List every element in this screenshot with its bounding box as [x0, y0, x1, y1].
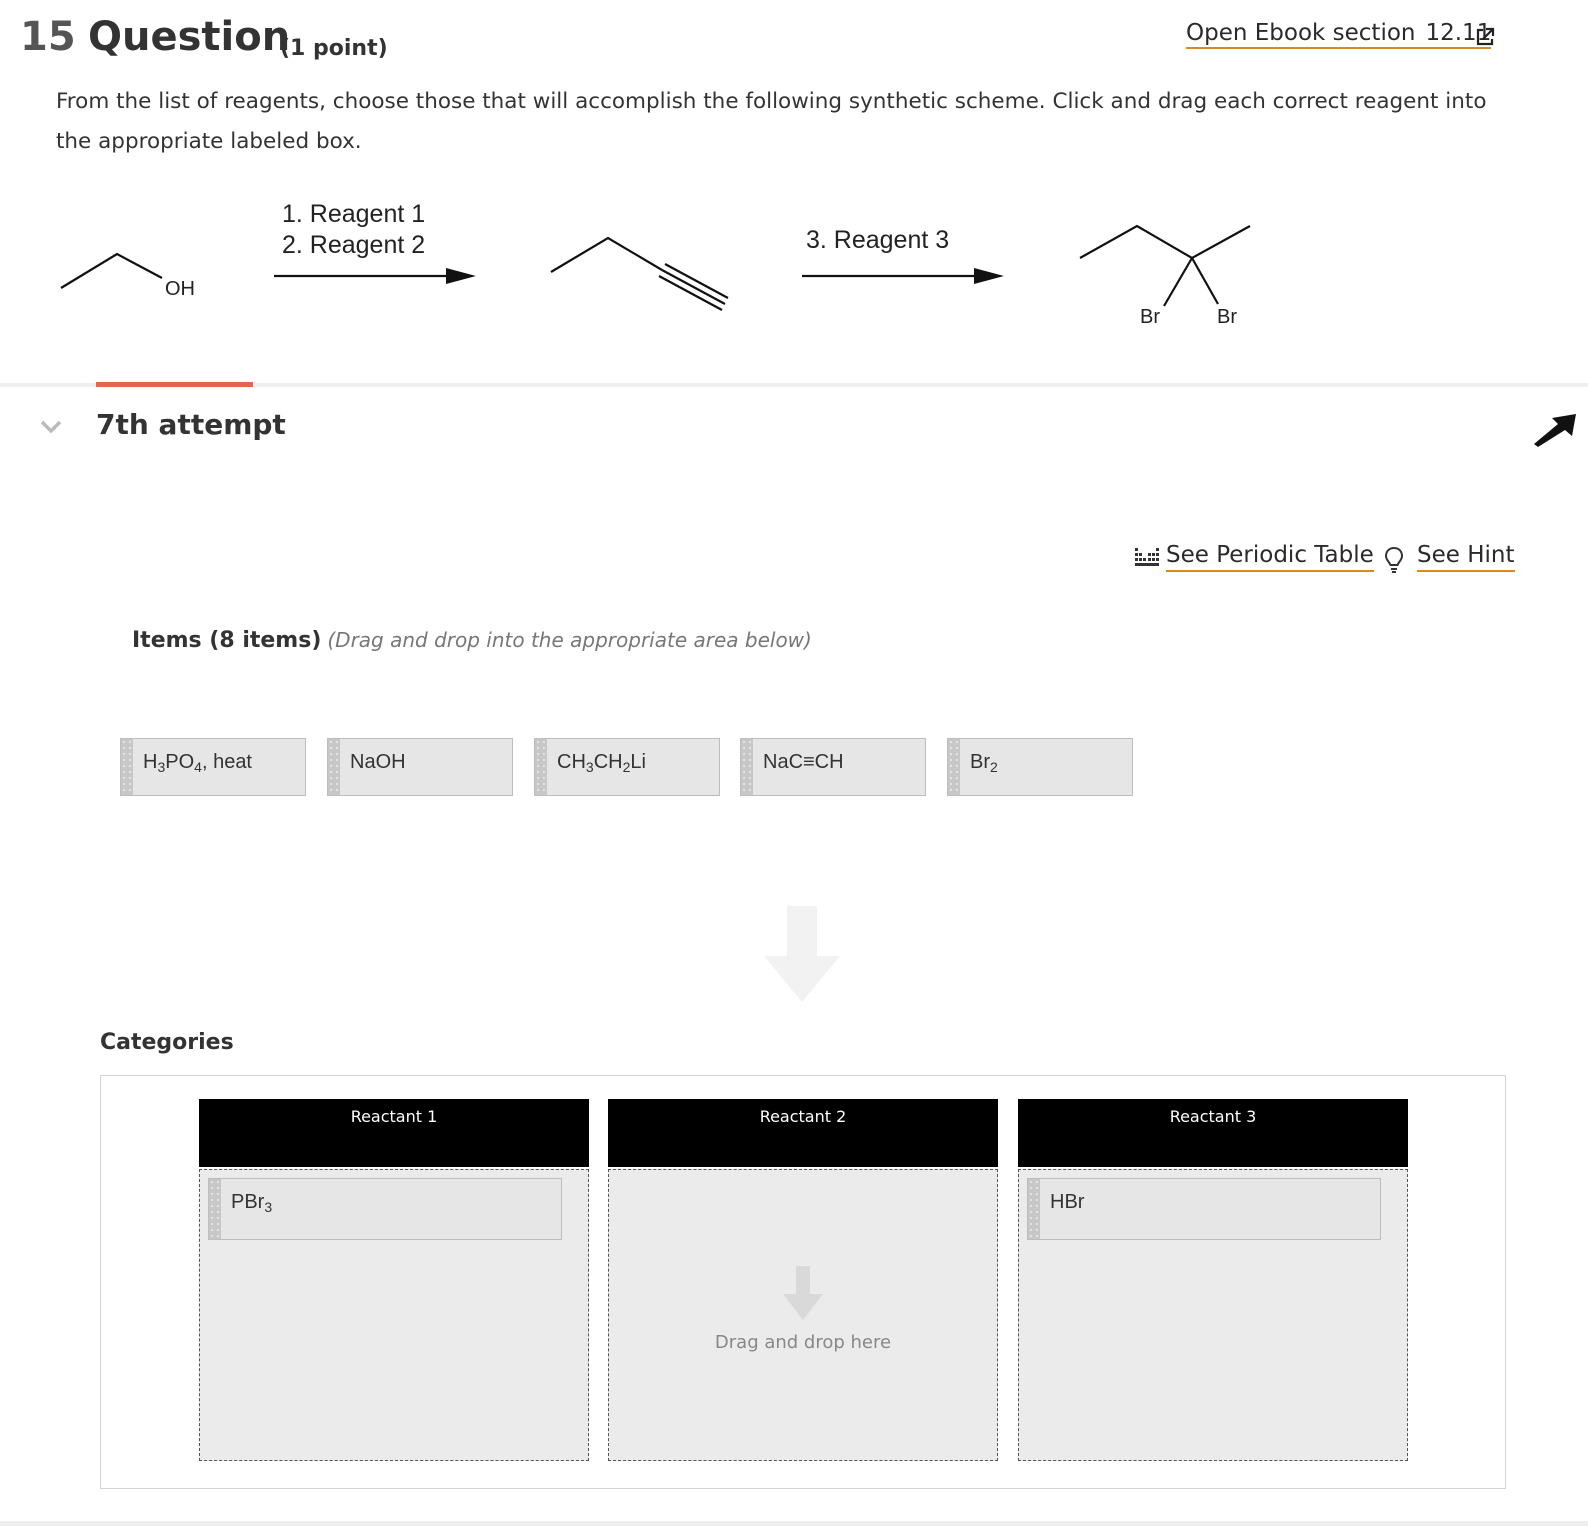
label-br-left: Br [1140, 306, 1160, 328]
drop-zone-reactant-1[interactable] [199, 1169, 589, 1461]
question-title: Question [88, 14, 291, 60]
lightbulb-icon [1384, 546, 1404, 574]
drag-handle-icon[interactable] [535, 739, 547, 795]
reagent-label: $CH_3CH_2Li$ [557, 751, 646, 775]
drag-handle-icon[interactable] [741, 739, 753, 795]
reagent-tile-sodium-acetylide[interactable] [740, 738, 926, 796]
down-arrow-icon [781, 1266, 825, 1320]
see-periodic-table-link[interactable]: See Periodic Table [1166, 542, 1374, 572]
categories-container [100, 1075, 1506, 1489]
reagent-label: PBr$_3$ [231, 1191, 273, 1215]
drag-handle-icon[interactable] [1028, 1179, 1040, 1239]
category-header-reactant-1: Reactant 1 [199, 1099, 589, 1167]
drop-hint-text: Drag and drop here [714, 1332, 892, 1353]
label-oh: OH [165, 278, 195, 300]
ebook-link-label: Open Ebook section [1186, 20, 1416, 46]
items-heading-instructions: (Drag and drop into the appropriate area below) [327, 628, 812, 652]
product-dibromobutane [1080, 226, 1250, 328]
reagent-label: NaC≡CH [763, 751, 844, 773]
reaction-arrow-1 [274, 200, 476, 284]
reagent-tile-br2[interactable] [947, 738, 1133, 796]
attempt-label: 7th attempt [96, 408, 286, 441]
reagent-label: $H_3PO_4$, heat [143, 751, 252, 775]
placed-tile-pbr3[interactable] [208, 1178, 562, 1240]
reaction-arrow-2 [802, 226, 1004, 284]
drop-zone-reactant-3[interactable] [1018, 1169, 1408, 1461]
category-header-reactant-3: Reactant 3 [1018, 1099, 1408, 1167]
periodic-table-icon [1134, 546, 1160, 568]
drag-handle-icon[interactable] [328, 739, 340, 795]
attempt-accent-bar [96, 382, 253, 387]
reagent-tile-naoh[interactable] [327, 738, 513, 796]
intermediate-propyne [551, 238, 728, 310]
items-heading [132, 628, 812, 653]
placed-tile-hbr[interactable] [1027, 1178, 1381, 1240]
reagent-label: $Br_2$ [970, 751, 998, 775]
drop-zone-reactant-2[interactable] [608, 1169, 998, 1461]
items-heading-title: Items (8 items) [132, 628, 322, 653]
question-number: 15 [20, 14, 76, 60]
reagent-tile-h3po4-heat[interactable] [120, 738, 306, 796]
open-ebook-link[interactable] [1186, 20, 1491, 49]
pin-icon[interactable] [1532, 412, 1578, 448]
drag-handle-icon[interactable] [948, 739, 960, 795]
reagent-step-1: 1. Reagent 1 [282, 200, 426, 228]
label-br-right: Br [1217, 306, 1237, 328]
category-header-reactant-2: Reactant 2 [608, 1099, 998, 1167]
drag-handle-icon[interactable] [209, 1179, 221, 1239]
down-arrow-icon [764, 906, 840, 1002]
reagent-label: NaOH [350, 751, 406, 773]
chevron-down-icon[interactable] [38, 416, 64, 436]
ebook-section-number: 12.11 [1425, 20, 1492, 46]
categories-label: Categories [100, 1030, 234, 1055]
reagent-step-3: 3. Reagent 3 [806, 226, 950, 254]
external-link-icon[interactable] [1474, 26, 1496, 48]
drag-handle-icon[interactable] [121, 739, 133, 795]
starting-material-ethanol [61, 254, 195, 300]
reagent-label: HBr [1050, 1191, 1085, 1213]
bottom-divider [0, 1521, 1588, 1526]
question-points: (1 point) [280, 36, 388, 61]
question-instructions: From the list of reagents, choose those that will accomplish the following synthetic scheme. Click and drag each correct reagent into the appropriate labeled box. [56, 89, 1487, 154]
see-hint-link[interactable]: See Hint [1417, 542, 1515, 572]
synthetic-scheme [40, 190, 1320, 340]
reagent-step-2: 2. Reagent 2 [282, 231, 426, 259]
reagent-tile-ch3ch2li[interactable] [534, 738, 720, 796]
